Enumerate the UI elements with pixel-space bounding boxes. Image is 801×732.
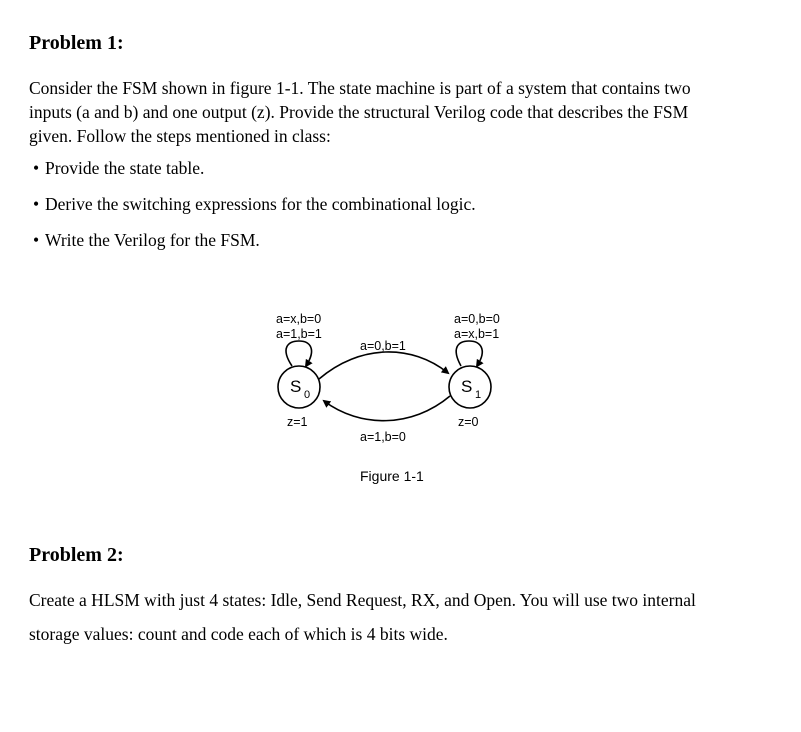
s0-to-s1-label: a=0,b=1: [360, 339, 406, 353]
s0-loop-label: a=x,b=0: [276, 312, 322, 326]
problem2-paragraph: [29, 583, 774, 651]
transition-s0-to-s1: [319, 352, 448, 379]
paragraph-line: given. Follow the steps mentioned in class:: [29, 126, 331, 146]
bullet-symbol: •: [33, 158, 40, 178]
problem2-heading: Problem 2:: [29, 544, 124, 566]
paragraph-line: inputs (a and b) and one output (z). Provide the structural Verilog code that describes the FSM: [29, 102, 689, 122]
transition-s1-to-s0: [324, 396, 450, 421]
bullet-symbol: •: [33, 194, 40, 214]
bullet-text: Provide the state table.: [45, 158, 205, 178]
s0-output: z=1: [287, 415, 308, 429]
s0-loop-label: a=1,b=1: [276, 327, 322, 341]
problem1-heading: Problem 1:: [29, 32, 124, 54]
s0-name: S: [290, 377, 302, 396]
bullet-text: Write the Verilog for the FSM.: [45, 230, 260, 250]
s0-self-loop-arrow: [286, 341, 312, 366]
s1-subscript: 1: [475, 389, 482, 401]
s1-loop-label: a=x,b=1: [454, 327, 500, 341]
figure-caption: Figure 1-1: [360, 468, 424, 484]
paragraph-line: Consider the FSM shown in figure 1-1. The state machine is part of a system that contains two: [29, 78, 691, 98]
bullet-text: Derive the switching expressions for the combinational logic.: [45, 194, 476, 214]
s1-loop-label: a=0,b=0: [454, 312, 500, 326]
s0-subscript: 0: [304, 389, 311, 401]
paragraph-line: storage values: count and code each of which is 4 bits wide.: [29, 624, 448, 644]
s1-to-s0-label: a=1,b=0: [360, 430, 406, 444]
bullet-symbol: •: [33, 230, 40, 250]
s1-output: z=0: [458, 415, 479, 429]
s1-name: S: [461, 377, 473, 396]
paragraph-line: Create a HLSM with just 4 states: Idle, Send Request, RX, and Open. You will use two internal: [29, 590, 696, 610]
s1-self-loop-arrow: [456, 341, 482, 366]
